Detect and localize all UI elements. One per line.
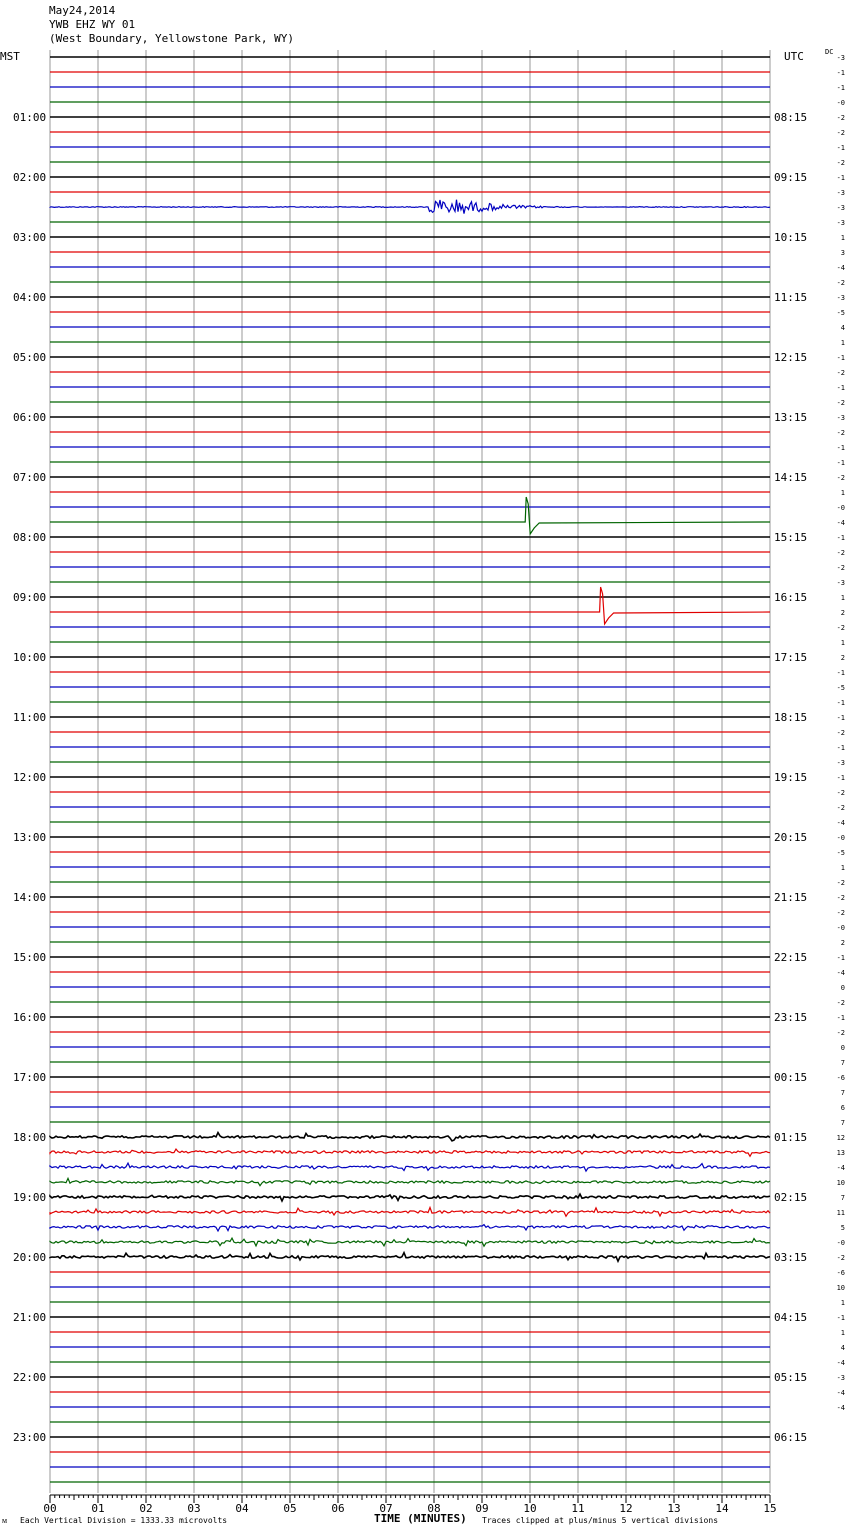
dc-offset-label: 1: [840, 864, 845, 872]
left-timezone-label: MST: [0, 50, 20, 63]
hour-label-left: 17:00: [13, 1071, 47, 1084]
dc-offset-label: -5: [836, 849, 845, 857]
dc-offset-label: -2: [836, 114, 845, 122]
x-tick-label: 14: [715, 1502, 729, 1515]
hour-label-left: 19:00: [13, 1191, 47, 1204]
hour-label-left: 15:00: [13, 951, 47, 964]
dc-offset-label: -2: [836, 369, 845, 377]
dc-offset-label: -2: [836, 789, 845, 797]
dc-offset-label: -2: [836, 474, 845, 482]
dc-offset-label: -3: [836, 414, 845, 422]
dc-offset-label: -1: [836, 699, 845, 707]
trace-line: [50, 200, 770, 214]
hour-label-left: 21:00: [13, 1311, 47, 1324]
dc-offset-label: 10: [836, 1179, 845, 1187]
hour-label-left: 11:00: [13, 711, 47, 724]
dc-offset-label: 4: [840, 1344, 845, 1352]
dc-offset-label: -4: [836, 819, 845, 827]
dc-offset-label: -1: [836, 69, 845, 77]
hour-label-left: 13:00: [13, 831, 47, 844]
hour-label-left: 20:00: [13, 1251, 47, 1264]
right-timezone-label: UTC: [784, 50, 804, 63]
dc-offset-label: -2: [836, 804, 845, 812]
dc-offset-label: -0: [836, 99, 845, 107]
dc-offset-label: 1: [840, 489, 845, 497]
dc-offset-label: -1: [836, 144, 845, 152]
dc-offset-label: -2: [836, 624, 845, 632]
hour-label-right: 16:15: [774, 591, 808, 604]
dc-offset-label: -1: [836, 354, 845, 362]
scale-note: Each Vertical Division = 1333.33 microvolts: [20, 1516, 228, 1525]
dc-offset-label: 1: [840, 339, 845, 347]
dc-offset-label: -2: [836, 129, 845, 137]
x-tick-label: 01: [91, 1502, 105, 1515]
x-tick-label: 05: [283, 1502, 297, 1515]
x-axis-title: TIME (MINUTES): [374, 1512, 467, 1525]
dc-offset-label: -4: [836, 969, 845, 977]
dc-offset-label: -1: [836, 174, 845, 182]
dc-offset-label: -2: [836, 879, 845, 887]
dc-offset-label: 5: [840, 1224, 845, 1232]
dc-offset-label: -6: [836, 1074, 845, 1082]
hour-label-left: 07:00: [13, 471, 47, 484]
dc-offset-label: -1: [836, 774, 845, 782]
dc-offset-label: 2: [840, 609, 845, 617]
dc-offset-label: 1: [840, 1299, 845, 1307]
dc-offset-label: -1: [836, 444, 845, 452]
x-tick-label: 04: [235, 1502, 249, 1515]
dc-offset-label: -3: [836, 54, 845, 62]
dc-offset-label: -2: [836, 279, 845, 287]
dc-label: DC: [825, 48, 834, 56]
dc-offset-label: -2: [836, 729, 845, 737]
dc-offset-label: -3: [836, 579, 845, 587]
dc-offset-label: -1: [836, 534, 845, 542]
hour-label-left: 14:00: [13, 891, 47, 904]
station-location: (West Boundary, Yellowstone Park, WY): [49, 32, 295, 45]
station-code: YWB EHZ WY 01: [49, 18, 136, 31]
dc-offset-label: -5: [836, 684, 845, 692]
hour-label-left: 18:00: [13, 1131, 47, 1144]
hour-label-left: 02:00: [13, 171, 47, 184]
hour-label-right: 22:15: [774, 951, 808, 964]
x-tick-label: 10: [523, 1502, 537, 1515]
dc-offset-label: -0: [836, 504, 845, 512]
dc-offset-label: 10: [836, 1284, 845, 1292]
dc-offset-label: -0: [836, 924, 845, 932]
dc-offset-label: -4: [836, 519, 845, 527]
dc-offset-label: 4: [840, 324, 845, 332]
dc-offset-label: 13: [836, 1149, 845, 1157]
x-tick-label: 15: [763, 1502, 777, 1515]
hour-label-right: 03:15: [774, 1251, 808, 1264]
dc-offset-label: -3: [836, 204, 845, 212]
dc-offset-label: -1: [836, 384, 845, 392]
hour-label-left: 01:00: [13, 111, 47, 124]
dc-offset-label: 12: [836, 1134, 845, 1142]
dc-offset-label: 1: [840, 1329, 845, 1337]
dc-offset-label: -1: [836, 1014, 845, 1022]
hour-label-right: 19:15: [774, 771, 808, 784]
dc-offset-label: -2: [836, 429, 845, 437]
dc-offset-label: 0: [840, 984, 845, 992]
hour-label-left: 12:00: [13, 771, 47, 784]
dc-offset-label: 1: [840, 594, 845, 602]
hour-label-left: 06:00: [13, 411, 47, 424]
dc-offset-label: -1: [836, 744, 845, 752]
trace-line: [50, 1208, 770, 1217]
hour-label-right: 21:15: [774, 891, 808, 904]
dc-offset-label: -0: [836, 1239, 845, 1247]
hour-label-right: 18:15: [774, 711, 808, 724]
dc-offset-label: 7: [840, 1089, 845, 1097]
dc-offset-label: -1: [836, 714, 845, 722]
dc-offset-label: -3: [836, 219, 845, 227]
plot-date: May24,2014: [49, 4, 116, 17]
x-tick-label: 11: [571, 1502, 585, 1515]
dc-offset-label: -2: [836, 999, 845, 1007]
dc-offset-label: -3: [836, 189, 845, 197]
x-tick-label: 02: [139, 1502, 153, 1515]
hour-label-right: 17:15: [774, 651, 808, 664]
dc-offset-label: -2: [836, 894, 845, 902]
dc-offset-label: -4: [836, 1359, 845, 1367]
hour-label-right: 11:15: [774, 291, 808, 304]
dc-offset-label: -3: [836, 294, 845, 302]
x-tick-label: 06: [331, 1502, 345, 1515]
hour-label-right: 15:15: [774, 531, 808, 544]
trace-line: [50, 1194, 770, 1201]
dc-offset-label: -1: [836, 1314, 845, 1322]
trace-line: [50, 1149, 770, 1156]
hour-label-right: 12:15: [774, 351, 808, 364]
hour-label-left: 08:00: [13, 531, 47, 544]
hour-label-left: 10:00: [13, 651, 47, 664]
dc-offset-label: -4: [836, 1164, 845, 1172]
dc-offset-label: -3: [836, 759, 845, 767]
trace-line: [50, 1133, 770, 1141]
x-tick-label: 09: [475, 1502, 489, 1515]
dc-offset-label: -2: [836, 549, 845, 557]
dc-offset-label: 7: [840, 1119, 845, 1127]
hour-label-right: 05:15: [774, 1371, 808, 1384]
hour-label-right: 13:15: [774, 411, 808, 424]
hour-label-left: 04:00: [13, 291, 47, 304]
hour-label-right: 10:15: [774, 231, 808, 244]
dc-offset-label: -2: [836, 159, 845, 167]
trace-line: [50, 1225, 770, 1231]
hour-label-left: 05:00: [13, 351, 47, 364]
dc-offset-label: -2: [836, 909, 845, 917]
dc-offset-label: -5: [836, 309, 845, 317]
hour-label-left: 09:00: [13, 591, 47, 604]
hour-label-left: 16:00: [13, 1011, 47, 1024]
dc-offset-label: 2: [840, 939, 845, 947]
dc-offset-label: -1: [836, 954, 845, 962]
x-tick-label: 00: [43, 1502, 57, 1515]
hour-label-right: 01:15: [774, 1131, 808, 1144]
dc-offset-label: -1: [836, 84, 845, 92]
dc-offset-label: 1: [840, 639, 845, 647]
x-tick-label: 08: [427, 1502, 441, 1515]
x-tick-label: 12: [619, 1502, 633, 1515]
dc-offset-label: -2: [836, 1254, 845, 1262]
hour-label-right: 08:15: [774, 111, 808, 124]
dc-offset-label: 1: [840, 234, 845, 242]
dc-offset-label: -1: [836, 459, 845, 467]
footer-corner-mark: ᴍ: [2, 1516, 8, 1525]
trace-line: [50, 497, 770, 534]
clip-note: Traces clipped at plus/minus 5 vertical divisions: [482, 1516, 719, 1525]
dc-offset-label: -2: [836, 564, 845, 572]
hour-label-left: 23:00: [13, 1431, 47, 1444]
hour-label-left: 03:00: [13, 231, 47, 244]
trace-line: [50, 1163, 770, 1171]
dc-offset-label: 7: [840, 1059, 845, 1067]
dc-offset-label: -2: [836, 1029, 845, 1037]
dc-offset-label: -1: [836, 669, 845, 677]
trace-line: [50, 1253, 770, 1262]
dc-offset-label: 11: [836, 1209, 845, 1217]
dc-offset-label: -2: [836, 399, 845, 407]
hour-label-right: 20:15: [774, 831, 808, 844]
hour-label-right: 23:15: [774, 1011, 808, 1024]
dc-offset-label: 2: [840, 654, 845, 662]
dc-offset-label: -3: [836, 1374, 845, 1382]
dc-offset-label: -4: [836, 1389, 845, 1397]
dc-offset-label: 7: [840, 1194, 845, 1202]
dc-offset-label: 0: [840, 1044, 845, 1052]
dc-offset-label: 3: [840, 249, 845, 257]
dc-offset-label: -4: [836, 1404, 845, 1412]
trace-line: [50, 587, 770, 624]
hour-label-right: 09:15: [774, 171, 808, 184]
hour-label-right: 02:15: [774, 1191, 808, 1204]
dc-offset-label: -4: [836, 264, 845, 272]
hour-label-left: 22:00: [13, 1371, 47, 1384]
dc-offset-label: -0: [836, 834, 845, 842]
dc-offset-label: 6: [840, 1104, 845, 1112]
x-tick-label: 03: [187, 1502, 201, 1515]
hour-label-right: 04:15: [774, 1311, 808, 1324]
trace-line: [50, 1178, 770, 1185]
x-tick-label: 13: [667, 1502, 681, 1515]
x-tick-label: 07: [379, 1502, 393, 1515]
hour-label-right: 14:15: [774, 471, 808, 484]
hour-label-right: 06:15: [774, 1431, 808, 1444]
hour-label-right: 00:15: [774, 1071, 808, 1084]
dc-offset-label: -6: [836, 1269, 845, 1277]
trace-line: [50, 1238, 770, 1246]
